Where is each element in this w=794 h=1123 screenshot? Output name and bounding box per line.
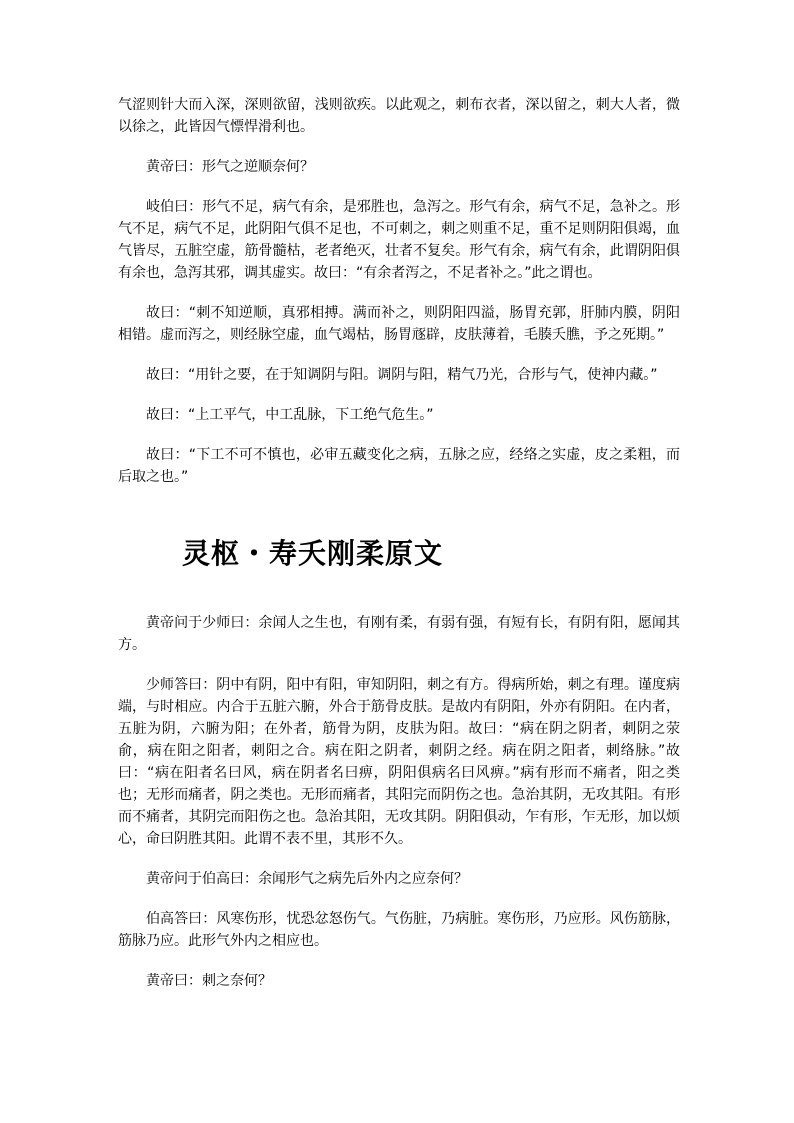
paragraph: 故曰：“下工不可不慎也，必审五藏变化之病，五脉之应，经络之实虚，皮之柔粗，而后取之也。” [118, 447, 680, 485]
document-body [118, 94, 680, 1010]
paragraph: 故曰：“刺不知逆顺，真邪相搏。满而补之，则阴阳四溢，肠胃充郭，肝肺内膜，阴阳相错。虚而泻之，则经脉空虚，血气竭枯，肠胃㒮辟，皮肤薄着，毛腠夭膲，予之死期。” [118, 305, 680, 343]
paragraph: 故曰：“上工平气，中工乱脉，下工绝气危生。” [146, 407, 434, 423]
paragraph: 故曰：“用针之要，在于知调阴与阳。调阴与阳，精气乃光，合形与气，使神内藏。” [146, 367, 658, 383]
paragraph: 少师答曰：阴中有阴，阳中有阳，审知阴阳，刺之有方。得病所始，刺之有理。谨度病端，与时相应。内合于五脏六腑，外合于筋骨皮肤。是故内有阴阳，外亦有阴阳。在内者，五脏为阴，六腑为阳；在外者，筋骨为阴，皮肤为阳。故曰：“病在阴之阴者，刺阴之荥俞，病在阳之阳者，刺阳之合。病在阳之阴者，刺阴之经。病在阴之阳者，刺络脉。”故曰：“病在阳者名曰风，病在阴者名曰痹，阴阳俱病名曰风痹。”病有形而不痛者，阳之类也；无形而痛者，阴之类也。无形而痛者，其阳完而阴伤之也。急治其阴，无攻其阳。有形而不痛者，其阴完而阳伤之也。急治其阳，无攻其阴。阴阳俱动，乍有形，乍无形，加以烦心，命曰阴胜其阳。此谓不表不里，其形不久。 [118, 677, 680, 847]
paragraph: 气涩则针大而入深，深则欲留，浅则欲疾。以此观之，刺布衣者，深以留之，刺大人者，微以徐之，此皆因气慓悍滑利也。 [118, 97, 680, 135]
section-title: 灵枢・寿夭刚柔原文 [182, 537, 444, 570]
paragraph: 黄帝曰：刺之奈何？ [146, 973, 272, 989]
paragraph: 伯高答曰：风寒伤形，忧恐忿怒伤气。气伤脏，乃病脏。寒伤形，乃应形。风伤筋脉，筋脉乃应。此形气外内之相应也。 [118, 911, 680, 949]
paragraph: 岐伯曰：形气不足，病气有余，是邪胜也，急泻之。形气有余，病气不足，急补之。形气不足，病气不足，此阴阳气俱不足也，不可刺之，刺之则重不足，重不足则阴阳俱竭，血气皆尽，五脏空虚，筋骨髓枯，老者绝灭，壮者不复矣。形气有余，病气有余，此谓阴阳俱有余也，急泻其邪，调其虚实。故曰：“有余者泻之，不足者补之。”此之谓也。 [118, 199, 680, 281]
paragraph: 黄帝问于伯高曰：余闻形气之病先后外内之应奈何？ [146, 871, 468, 887]
paragraph: 黄帝问于少师曰：余闻人之生也，有刚有柔，有弱有强，有短有长，有阴有阳，愿闻其方。 [118, 615, 680, 653]
paragraph: 黄帝曰：形气之逆顺奈何？ [146, 159, 314, 175]
